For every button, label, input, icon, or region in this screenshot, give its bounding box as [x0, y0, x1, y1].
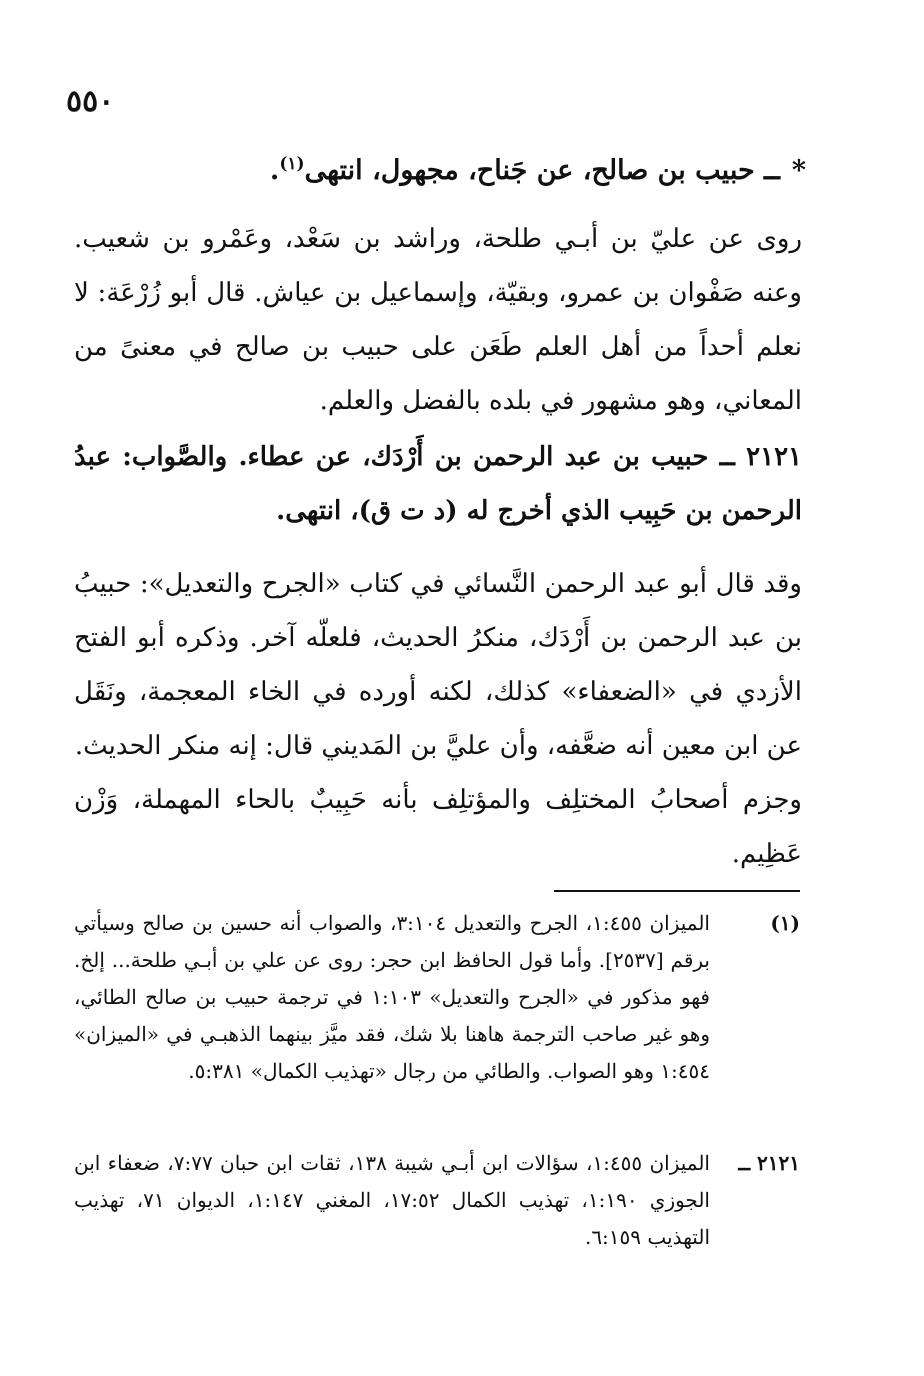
footnote-ref: (١) [279, 154, 305, 174]
entry-paragraph: ٢١٢١ ــ حبيب بن عبد الرحمن بن أَرْدَك، عن عطاء. والصَّواب: عبدُ الرحمن بن حَبِيب الذي أخرج له (د ت ق)، انتهى. [74, 442, 802, 526]
entry-marker: * [791, 155, 806, 186]
body-paragraph: وقد قال أبو عبد الرحمن النَّسائي في كتاب «الجرح والتعديل»: حبيبُ بن عبد الرحمن بن أَرْدَك، منكرُ الحديث، فلعلّه آخر. وذكره أبو الفتح الأزدي في «الضعفاء» كذلك، لكنه أورده في الخاء المعجمة، ونَقَل عن ابن معين أنه ضعَّفه، وأن عليَّ بن المَديني قال: إنه منكر الحديث. [74, 569, 802, 761]
footnote-marker: ٢١٢١ ــ [738, 1151, 800, 1175]
footnote [74, 1145, 800, 1256]
body-paragraph: روى عن عليّ بن أبـي طلحة، وراشد بن سَعْد، وعَمْرو بن شعيب. وعنه صَفْوان بن عمرو، وبقيّة، وإسماعيل بن عياش. قال أبو زُرْعَة: لا نعلم أحداً من أهل العلم طَعَن على حبيب بن صالح في معنىً من المعاني، وهو مشهور في بلده بالفضل والعلم. [74, 224, 802, 416]
entry-heading-text: ــ حبيب بن صالح، عن جَناح، مجهول، انتهى [304, 155, 780, 186]
entry-heading-end: . [269, 155, 280, 186]
body-paragraph: وجزم أصحابُ المختلِف والمؤتلِف بأنه حَبِيبٌ بالحاء المهملة، وَزْن عَظِيم. [74, 785, 802, 869]
footnote-marker: (١) [770, 911, 800, 935]
page-number: ٥٥٠ [66, 84, 115, 119]
footnote-text: الميزان ١:٤٥٥، الجرح والتعديل ٣:١٠٤، والصواب أنه حسين بن صالح وسيأتي برقم [٢٥٣٧]. وأما قول الحافظ ابن حجر: روى عن علي بن أبـي طلحة... إلخ. فهو مذكور في «الجرح والتعديل» ١:١٠٣ في ترجمة حبيب بن صالح الطائي، وهو غير صاحب الترجمة هاهنا بلا شك، فقد ميَّز بينهما الذهبـي في «الميزان» ١:٤٥٤ وهو الصواب. والطائي من رجال «تهذيب الكمال» ٥:٣٨١. [74, 911, 710, 1083]
footnote-separator [554, 890, 800, 892]
footnote-text: الميزان ١:٤٥٥، سؤالات ابن أبـي شيبة ١٣٨، ثقات ابن حبان ٧:٧٧، ضعفاء ابن الجوزي ١:١٩٠، تهذيب الكمال ١٧:٥٢، المغني ١:١٤٧، الديوان ٧١، تهذيب التهذيب ٦:١٥٩. [74, 1151, 710, 1249]
entry-heading [270, 140, 806, 195]
footnote [74, 905, 800, 1090]
